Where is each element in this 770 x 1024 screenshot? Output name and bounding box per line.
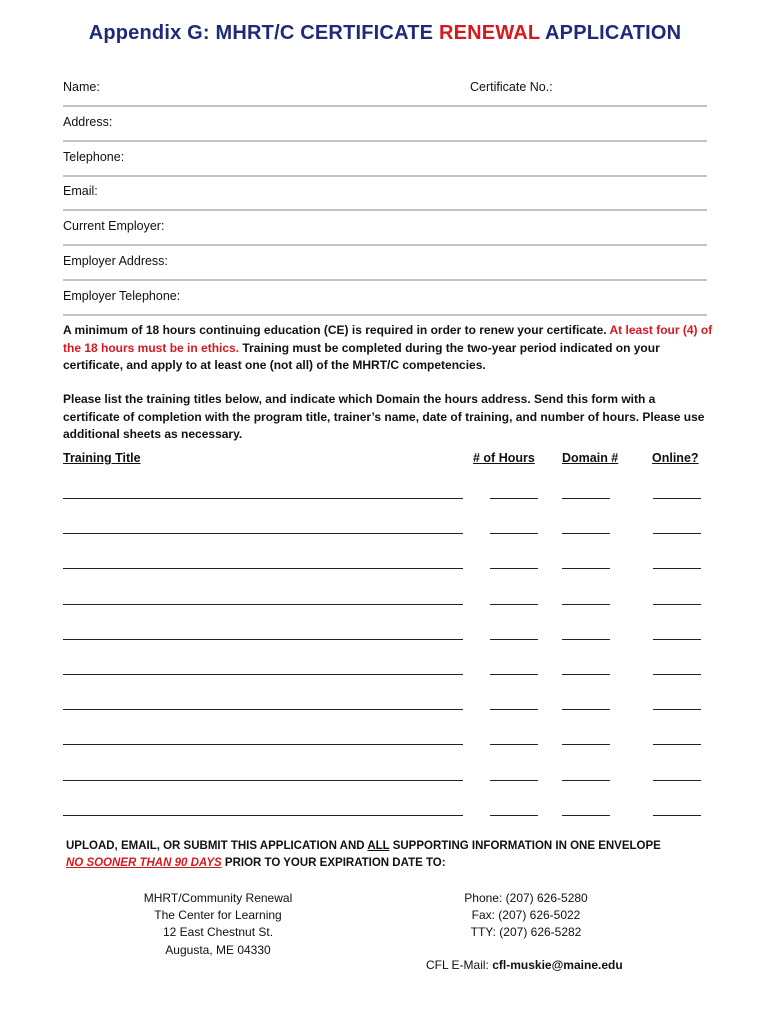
domain-blank[interactable] [562,604,610,605]
training-title-blank[interactable] [63,604,463,605]
training-title-header: Training Title [63,451,141,465]
training-title-blank[interactable] [63,498,463,499]
hours-header: # of Hours [473,451,535,465]
domain-blank[interactable] [562,815,610,816]
name-line [63,105,707,107]
online-blank[interactable] [653,709,701,710]
online-blank[interactable] [653,780,701,781]
certificate-no-label: Certificate No.: [470,80,553,94]
training-row [63,662,708,676]
domain-blank[interactable] [562,780,610,781]
address-label: Address: [63,115,113,129]
mailing-address [118,890,318,959]
hours-blank[interactable] [490,780,538,781]
online-blank[interactable] [653,568,701,569]
training-row [63,697,708,711]
upload-instructions [66,838,706,872]
current-employer-line [63,244,707,246]
phone-number: Phone: (207) 626-5280 [464,891,588,905]
training-row [63,768,708,782]
email-label: Email: [63,184,98,198]
address-line-3: 12 East Chestnut St. [162,925,274,940]
training-title-blank[interactable] [63,780,463,781]
telephone-label: Telephone: [63,150,125,164]
address-line [63,140,707,142]
employer-telephone-label: Employer Telephone: [63,289,181,303]
training-row [63,556,708,570]
cfl-email [426,958,623,972]
renewal-highlight: RENEWAL [438,22,540,44]
online-blank[interactable] [653,674,701,675]
domain-blank[interactable] [562,744,610,745]
instructions-paragraph: Please list the training titles below, and indicate which Domain the hours address. Send this form with a certificate of completion with the program title, trainer’s name, date of training, and number of hours. Please use additional sheets as necessary. [63,392,705,441]
online-blank[interactable] [653,498,701,499]
training-row [63,521,708,535]
hours-blank[interactable] [490,604,538,605]
domain-blank[interactable] [562,533,610,534]
email-line [63,209,707,211]
training-row [63,486,708,500]
ethics-requirement: At least four (4) of the 18 hours must be in ethics. [63,323,713,355]
hours-blank[interactable] [490,674,538,675]
online-blank[interactable] [653,815,701,816]
tty-number: TTY: (207) 626-5282 [470,925,582,940]
training-title-blank[interactable] [63,568,463,569]
telephone-line [63,175,707,177]
training-row [63,592,708,606]
domain-header: Domain # [562,451,619,465]
training-title-blank[interactable] [63,639,463,640]
training-title-blank[interactable] [63,709,463,710]
online-blank[interactable] [653,533,701,534]
domain-blank[interactable] [562,639,610,640]
domain-blank[interactable] [562,674,610,675]
email-address-link[interactable]: cfl-muskie@maine.edu [492,958,623,972]
hours-blank[interactable] [490,744,538,745]
upload-line-1: UPLOAD, EMAIL, OR SUBMIT THIS APPLICATION AND ALL SUPPORTING INFORMATION IN ONE ENVELOPE [66,840,661,852]
deadline-warning: NO SOONER THAN 90 DAYS [66,857,222,869]
online-blank[interactable] [653,639,701,640]
contact-numbers [426,890,626,942]
domain-blank[interactable] [562,709,610,710]
training-row [63,732,708,746]
form-title: Appendix G: MHRT/C CERTIFICATE RENEWAL APPLICATION [88,22,682,44]
training-row [63,803,708,817]
email-label-text: CFL E-Mail: [426,958,489,972]
hours-blank[interactable] [490,533,538,534]
online-header: Online? [652,451,699,465]
hours-blank[interactable] [490,639,538,640]
training-title-blank[interactable] [63,533,463,534]
hours-blank[interactable] [490,568,538,569]
training-title-blank[interactable] [63,744,463,745]
domain-blank[interactable] [562,568,610,569]
employer-telephone-line [63,314,707,316]
employer-address-line [63,279,707,281]
address-line-2: The Center for Learning [154,908,282,923]
hours-blank[interactable] [490,815,538,816]
training-title-blank[interactable] [63,674,463,675]
requirement-paragraph: A minimum of 18 hours continuing education (CE) is required in order to renew your certificate. At least four (4) of the 18 hours must be in ethics. Training must be completed during the two-year period indicated on your certificate, and apply to at least one (not all) of the MHRT/C competencies. [63,323,713,372]
name-label: Name: [63,80,100,94]
hours-blank[interactable] [490,498,538,499]
address-line-4: Augusta, ME 04330 [165,942,271,957]
employer-address-label: Employer Address: [63,254,168,268]
training-row [63,627,708,641]
hours-blank[interactable] [490,709,538,710]
address-line-1: MHRT/Community Renewal [143,891,293,905]
training-title-blank[interactable] [63,815,463,816]
upload-line-2: NO SOONER THAN 90 DAYS PRIOR TO YOUR EXPIRATION DATE TO: [66,857,446,869]
online-blank[interactable] [653,604,701,605]
current-employer-label: Current Employer: [63,219,165,233]
domain-blank[interactable] [562,498,610,499]
online-blank[interactable] [653,744,701,745]
fax-number: Fax: (207) 626-5022 [471,908,581,923]
